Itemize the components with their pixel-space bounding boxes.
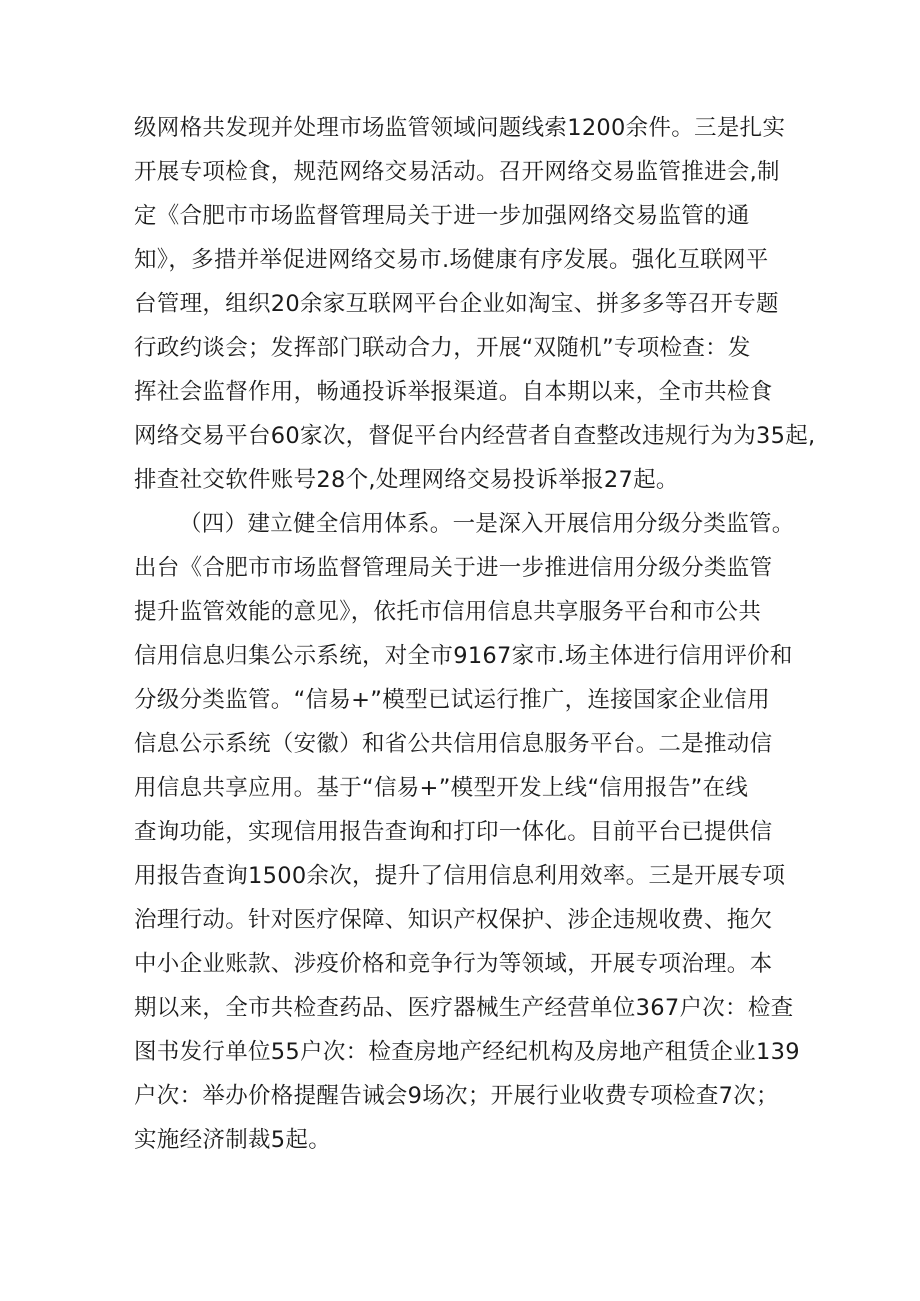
paragraph-line: 开展专项检食，规范网络交易活动。召开网络交易监管推进会,制 bbox=[134, 159, 780, 185]
paragraph-line: 行政约谈会；发挥部门联动合力，开展“双随机”专项检查：发 bbox=[134, 335, 751, 361]
paragraph-line: 出台《合肥市市场监督管理局关于进一步推进信用分级分类监管 bbox=[134, 555, 773, 581]
paragraph-line: 用报告查询1500余次，提升了信用信息利用效率。三是开展专项 bbox=[134, 863, 786, 889]
paragraph-line: 图书发行单位55户次：检查房地产经纪机构及房地产租赁企业139 bbox=[134, 1039, 800, 1065]
paragraph-line: 知》，多措并举促进网络交易市.场健康有序发展。强化互联网平 bbox=[134, 247, 769, 273]
paragraph-credit-system bbox=[134, 502, 800, 1162]
paragraph-line: 台管理，组织20余家互联网平台企业如淘宝、拼多多等召开专题 bbox=[134, 291, 779, 317]
section-heading-line: （四）建立健全信用体系。一是深入开展信用分级分类监管。 bbox=[179, 511, 795, 537]
paragraph-line: 分级分类监管。“信易+”模型已试运行推广，连接国家企业信用 bbox=[134, 687, 770, 713]
paragraph-line: 信息公示系统（安徽）和省公共信用信息服务平台。二是推动信 bbox=[134, 731, 773, 757]
paragraph-line: 定《合肥市市场监督管理局关于进一步加强网络交易监管的通 bbox=[134, 203, 750, 229]
paragraph-line: 网络交易平台60家次，督促平台内经营者自查整改违规行为为35起, bbox=[134, 423, 816, 449]
paragraph-line: 中小企业账款、涉疫价格和竞争行为等领域，开展专项治理。本 bbox=[134, 951, 773, 977]
paragraph-line: 实施经济制裁5起。 bbox=[134, 1127, 332, 1153]
paragraph-line: 挥社会监督作用，畅通投诉举报渠道。自本期以来，全市共检食 bbox=[134, 379, 773, 405]
paragraph-line: 排查社交软件账号28个,处理网络交易投诉举报27起。 bbox=[134, 467, 679, 493]
paragraph-line: 户次：举办价格提醒告诫会9场次；开展行业收费专项检查7次； bbox=[134, 1083, 779, 1109]
paragraph-line: 用信息共享应用。基于“信易+”模型开发上线“信用报告”在线 bbox=[134, 775, 749, 801]
paragraph-line: 期以来，全市共检查药品、医疗器械生产经营单位367户次：检查 bbox=[134, 995, 794, 1021]
paragraph-line: 级网格共发现并处理市场监管领域问题线索1200余件。三是扎实 bbox=[134, 115, 786, 141]
paragraph-line: 治理行动。针对医疗保障、知识产权保护、涉企违规收费、拖欠 bbox=[134, 907, 773, 933]
paragraph-line: 查询功能，实现信用报告查询和打印一体化。目前平台已提供信 bbox=[134, 819, 773, 845]
paragraph-network-trade bbox=[134, 106, 816, 502]
paragraph-line: 提升监管效能的意见》，依托市信用信息共享服务平台和市公共 bbox=[134, 599, 762, 625]
paragraph-line: 信用信息归集公示系统，对全市9167家市.场主体进行信用评价和 bbox=[134, 643, 793, 669]
